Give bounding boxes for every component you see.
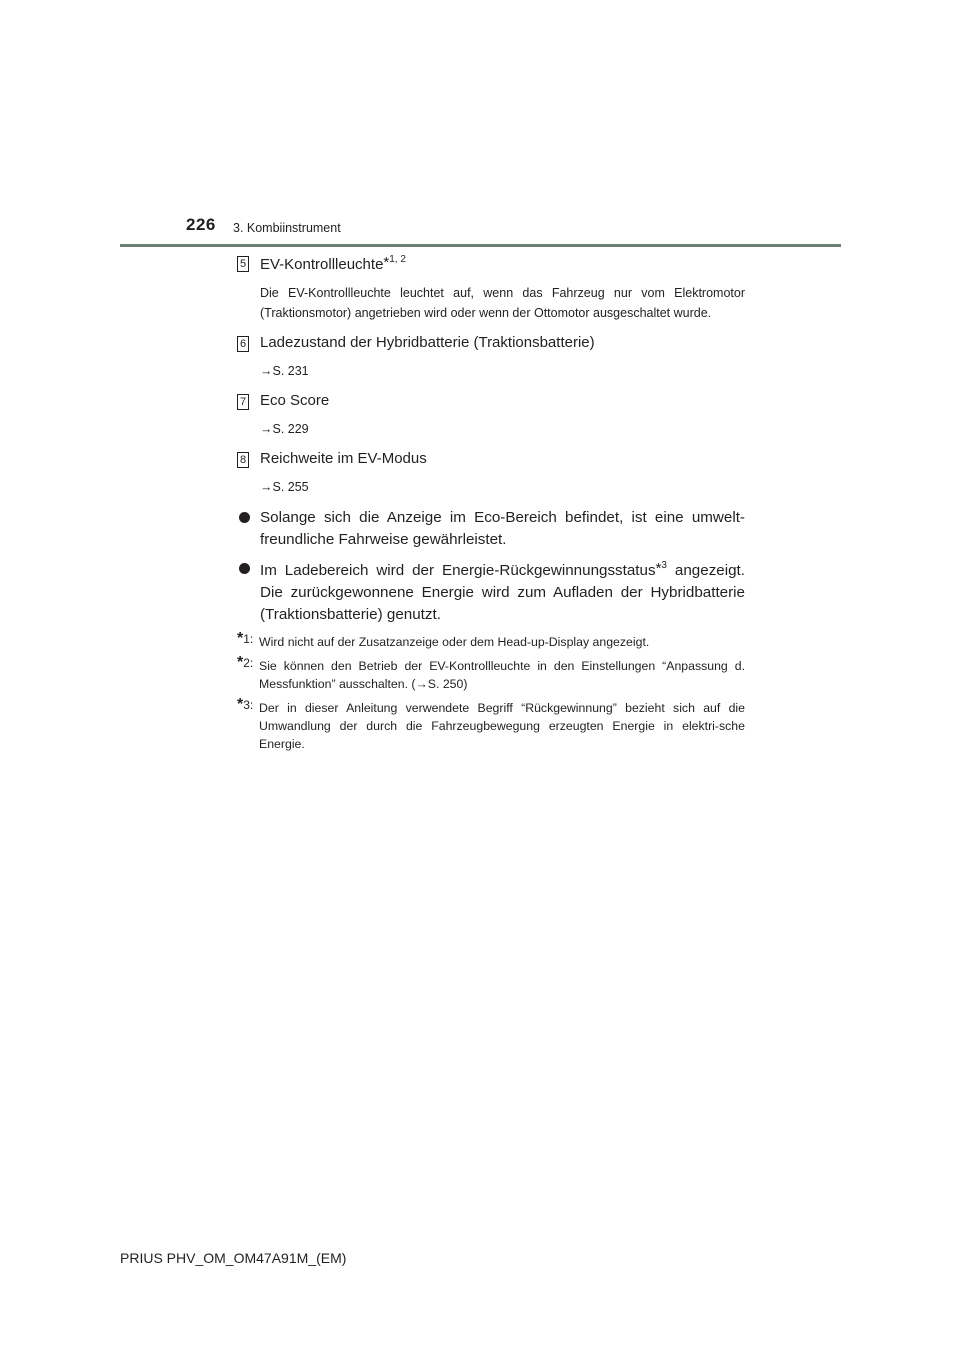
bullet-dot-icon — [239, 512, 250, 523]
item-number-box: 8 — [237, 452, 249, 468]
bullet-item — [237, 558, 745, 626]
footnote-marker: *2: — [237, 654, 254, 671]
item-heading — [237, 449, 745, 469]
page-reference-link[interactable]: →S. 231 — [260, 364, 309, 378]
footnote-3 — [237, 696, 745, 753]
footnote-2 — [237, 654, 745, 693]
bullet-text: Solange sich die Anzeige im Eco-Bereich befindet, ist eine umwelt-freundliche Fahrweise gewährleistet. — [260, 509, 745, 548]
footnote-text: Der in dieser Anleitung verwendete Begriff “Rückgewinnung” bezieht sich auf die Umwandlung der durch die Fahrzeugbewegung erzeugten Energie in elektri-sche Energie. — [259, 701, 745, 751]
footnote-ref: 1, 2 — [389, 254, 406, 265]
page-number: 226 — [186, 215, 216, 234]
item-title: Ladezustand der Hybridbatterie (Traktionsbatterie) — [260, 334, 595, 351]
bullet-dot-icon — [239, 563, 250, 574]
chapter-title: 3. Kombiinstrument — [233, 221, 341, 235]
header-rule — [120, 244, 841, 247]
asterisk-mark: * — [655, 560, 662, 577]
item-title: EV-Kontrollleuchte — [260, 256, 384, 273]
item-6 — [237, 333, 745, 381]
item-title: Eco Score — [260, 392, 330, 409]
bullet-text: Im Ladebereich wird der Energie-Rückgewinnungsstatus — [260, 562, 656, 579]
item-number-box: 6 — [237, 336, 249, 352]
bullet-list — [237, 507, 745, 626]
item-7 — [237, 391, 745, 439]
item-number-box: 5 — [237, 256, 249, 272]
item-number-box: 7 — [237, 394, 249, 410]
item-5 — [237, 253, 745, 323]
item-title: Reichweite im EV-Modus — [260, 450, 427, 467]
item-heading — [237, 391, 745, 411]
bullet-item — [237, 507, 745, 551]
item-heading — [237, 333, 745, 353]
footnote-ref: 3 — [661, 560, 667, 571]
footnote-text: Sie können den Betrieb der EV-Kontrollleuchte in den Einstellungen “Anpassung d. Messfunktion” ausschalten. (→S. 250) — [259, 659, 745, 691]
item-8 — [237, 449, 745, 497]
page-content — [237, 250, 745, 759]
page-reference-link[interactable]: →S. 255 — [260, 480, 309, 494]
item-description: Die EV-Kontrollleuchte leuchtet auf, wenn das Fahrzeug nur vom Elektromotor (Traktionsmotor) angetrieben wird oder wenn der Ottomotor ausgeschaltet wurde. — [260, 286, 745, 320]
footnote-1 — [237, 630, 745, 651]
footnote-text: Wird nicht auf der Zusatzanzeige oder dem Head-up-Display angezeigt. — [259, 635, 650, 649]
document-id-footer: PRIUS PHV_OM_OM47A91M_(EM) — [120, 1250, 347, 1266]
footnote-marker: *3: — [237, 696, 254, 713]
bullet-text-cont: angezeigt. Die zurückgewonnene Energie wird zum Aufladen der Hybridbatterie (Traktionsbatterie) genutzt. — [260, 562, 745, 623]
footnotes — [237, 630, 745, 753]
page-reference-link[interactable]: →S. 229 — [260, 422, 309, 436]
item-heading — [237, 253, 745, 275]
footnote-marker: *1: — [237, 630, 254, 647]
asterisk-mark: * — [383, 254, 390, 271]
